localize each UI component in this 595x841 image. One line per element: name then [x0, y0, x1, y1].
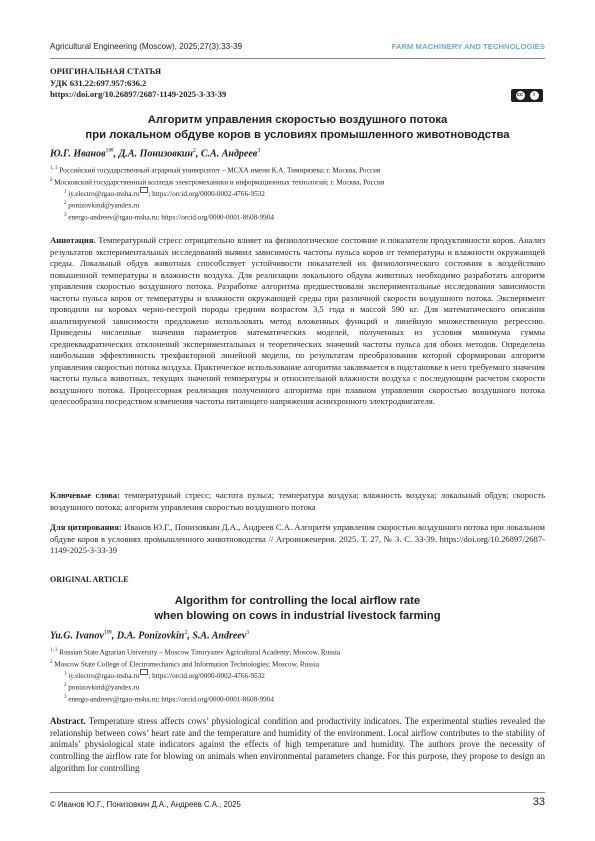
affiliation: $^2$ Moscow State College of Electromechanics and Information Technologies; Moscow, Russia: [50, 659, 320, 669]
orcid-link[interactable]: ; https://orcid.org/0000-0002-4766-9532: [148, 190, 265, 198]
page-footer: [50, 796, 545, 812]
footer-rule: [50, 792, 545, 793]
email-link[interactable]: ponizovkind@yandex.ru: [68, 201, 140, 210]
author-name: D.A. Ponizovkin: [116, 630, 185, 642]
affiliation: $^{1, 3}$ Российский государственный аграрный университет – МСХА имени К.А. Тимирязева; г. Москва, Россия: [50, 166, 381, 175]
email-line: $^3$ energo-andreev@rgau-msha.ru; https://orcid.org/0000-0001-8608-9904: [64, 212, 274, 222]
author-name: С.А. Андреев: [200, 148, 258, 160]
abstract-en: [50, 716, 545, 775]
title-ru-line1: Алгоритм управления скоростью воздушного потока: [147, 114, 448, 126]
email-link[interactable]: energo-andreev@rgau-msha.ru: [68, 695, 158, 704]
author-sup: 3: [257, 148, 261, 154]
author-name: S.A. Andreev: [192, 630, 247, 642]
abstract-ru-text: Температурный стресс отрицательно влияет на физиологическое состояние и показатели продуктивности коров. Анализ результатов экспериментальных исследований выявил зависимость частоты пульса коров от температуры и влажности окружающей среды. Локальный обдув животных способствует устойчивости показателей их физиологического состояния к воздействию повышенной температуры и влажности воздуха. Для реализации локального обдува животных необходимо разработать алгоритм управления скоростью воздушного потока. Разработке алгоритма предшествовали экспериментальные исследования зависимости частоты пульса коров от температуры и влажности окружающей среды при различной скорости воздушного потока. Эксперимент проводили на коровах черно-пестрой породы средним возрастом 3,5 года и массой 590 кг. Для математического описания анализируемой зависимости предложено использовать метод вложенных функций и линейную множественную регрессию. Приведены численные значения параметров математических моделей, полученных из условия минимума суммы среднеквадратических отклонений экспериментальных и теоретических значений частоты пульса для обоих методов. Определена наибольшая эффективность трехфакторной линейной модели, по результатам преобразования которой сформирован алгоритм управления скоростью потока воздуха. Практическое использование алгоритма заключается в подстановке в него требуемого значения частоты пульса животных, текущих значений температуры и относительной влажности воздуха с последующим расчетом скорости воздушного потока. Процессорная реализация полученного алгоритма при плавном управлении скоростью воздушного потока целесообразна посредством изменения частоты питающего напряжения асинхронного электродвигателя.: [50, 235, 545, 406]
author-sup: 3: [246, 630, 250, 636]
orcid-link[interactable]: ; https://orcid.org/0000-0002-4766-9532: [148, 672, 265, 680]
email-link[interactable]: iy.electro@rgau-msha.ru: [68, 190, 140, 198]
author-name: Д.А. Понизовкин: [118, 148, 193, 160]
author-sup: 2: [192, 148, 196, 154]
email-link[interactable]: energo-andreev@rgau-msha.ru: [68, 213, 158, 222]
citation-ru-label: Для цитирования:: [50, 522, 122, 532]
citation-ru: [50, 522, 545, 557]
citation-ru-text: Иванов Ю.Г., Понизовкин Д.А., Андреев С.А. Алгоритм управления скоростью воздушного потока при локальном обдуве коров в условиях промышленного животноводства // Агроинженерия. 2025. Т. 27, № 3. С. 33-39. https://doi.org/10.26897/2687-1149-2025-3-33-39: [50, 522, 545, 555]
author-sup: 1✉: [105, 148, 114, 154]
udc-code: УДК 631.22:697.957:636.2: [50, 77, 147, 88]
copyright: © Иванов Ю.Г., Понизовкин Д.А., Андреев С.А., 2025: [50, 800, 241, 809]
affiliation: $^{1, 3}$ Russian State Agrarian University – Moscow Timiryazev Agricultural Academy; Moscow, Russia: [50, 648, 341, 657]
title-ru-line2: при локальном обдуве коров в условиях промышленного животноводства: [85, 128, 510, 141]
envelope-icon: [140, 187, 148, 193]
author-name: Ю.Г. Иванов: [50, 148, 106, 160]
cc-license-badge[interactable]: [511, 89, 543, 102]
envelope-icon: [140, 669, 148, 675]
section-name: FARM MACHINERY AND TECHNOLOGIES: [391, 42, 545, 51]
affiliation: $^2$ Московский государственный колледж электромеханики и информационных технологий; г. Москва, Россия: [50, 177, 385, 187]
emails-ru: [64, 187, 274, 223]
abstract-en-text: Temperature stress affects cows’ physiological condition and productivity indicators. The experimental studies revealed the relationship between cows’ heart rate and the temperature and humidity of the environment. Local airflow contributes to the stability of animals’ physiological state indicators against the effects of high temperature and humidity. The authors prove the necessity of controlling the airflow rate for blowing on animals when environmental parameters change. For this purpose, they propose to design an algorithm for controlling: [50, 716, 545, 773]
article-type-en: ORIGINAL ARTICLE: [50, 575, 129, 584]
header-rule: [50, 58, 545, 59]
title-en-line2: when blowing on cows in industrial livestock farming: [154, 609, 441, 622]
orcid-link[interactable]: ; https://orcid.org/0000-0001-8608-9904: [157, 213, 274, 222]
email-line: $^2$ ponizovkind@yandex.ru: [64, 683, 140, 692]
attribution-icon: i: [530, 91, 539, 100]
keywords-ru: [50, 490, 545, 513]
doi-link[interactable]: https://doi.org/10.26897/2687-1149-2025-3-33-39: [50, 89, 227, 99]
article-meta: [50, 66, 226, 101]
abstract-ru-label: Аннотация.: [50, 235, 96, 245]
title-en: [50, 594, 545, 623]
orcid-link[interactable]: ; https://orcid.org/0000-0001-8608-9904: [157, 695, 274, 704]
running-header: [50, 42, 545, 54]
keywords-ru-label: Ключевые слова:: [50, 490, 120, 500]
author-name: Yu.G. Ivanov: [50, 630, 104, 642]
email-link[interactable]: iy.electro@rgau-msha.ru: [68, 672, 140, 680]
authors-en: Yu.G. Ivanov$^{1✉}$, D.A. Ponizovkin$^2$, S.A. Andreev$^3$: [50, 630, 250, 642]
email-line: $^1$ iy.electro@rgau-msha.ru ; https://orcid.org/0000-0002-4766-9532: [64, 669, 274, 681]
email-link[interactable]: ponizovkind@yandex.ru: [68, 683, 140, 692]
author-sup: 1✉: [103, 630, 112, 636]
abstract-ru: [50, 235, 545, 408]
emails-en: [64, 669, 274, 705]
abstract-en-label: Abstract.: [50, 716, 86, 726]
article-type-ru: ОРИГИНАЛЬНАЯ СТАТЬЯ: [50, 66, 162, 76]
author-sup: 2: [184, 630, 188, 636]
email-line: $^1$ iy.electro@rgau-msha.ru ; https://orcid.org/0000-0002-4766-9532: [64, 187, 274, 199]
email-line: $^2$ ponizovkind@yandex.ru: [64, 201, 140, 210]
cc-icon: cc: [516, 92, 524, 98]
title-en-line1: Algorithm for controlling the local airflow rate: [174, 595, 421, 607]
keywords-ru-text: температурный стресс; частота пульса; температура воздуха; влажность воздуха; локальный обдув; скорость воздушного потока; алгоритм управления скоростью воздушного потока: [50, 490, 545, 512]
affiliations-ru: [50, 164, 545, 187]
affiliations-en: [50, 646, 545, 669]
title-ru: [50, 113, 545, 142]
page-number: 33: [532, 796, 545, 808]
authors-ru: Ю.Г. Иванов$^{1✉}$, Д.А. Понизовкин$^2$, С.А. Андреев$^3$: [50, 148, 261, 160]
email-line: $^3$ energo-andreev@rgau-msha.ru; https://orcid.org/0000-0001-8608-9904: [64, 694, 274, 704]
journal-citation-header: Agricultural Engineering (Moscow), 2025;27(3):33-39: [50, 42, 243, 51]
